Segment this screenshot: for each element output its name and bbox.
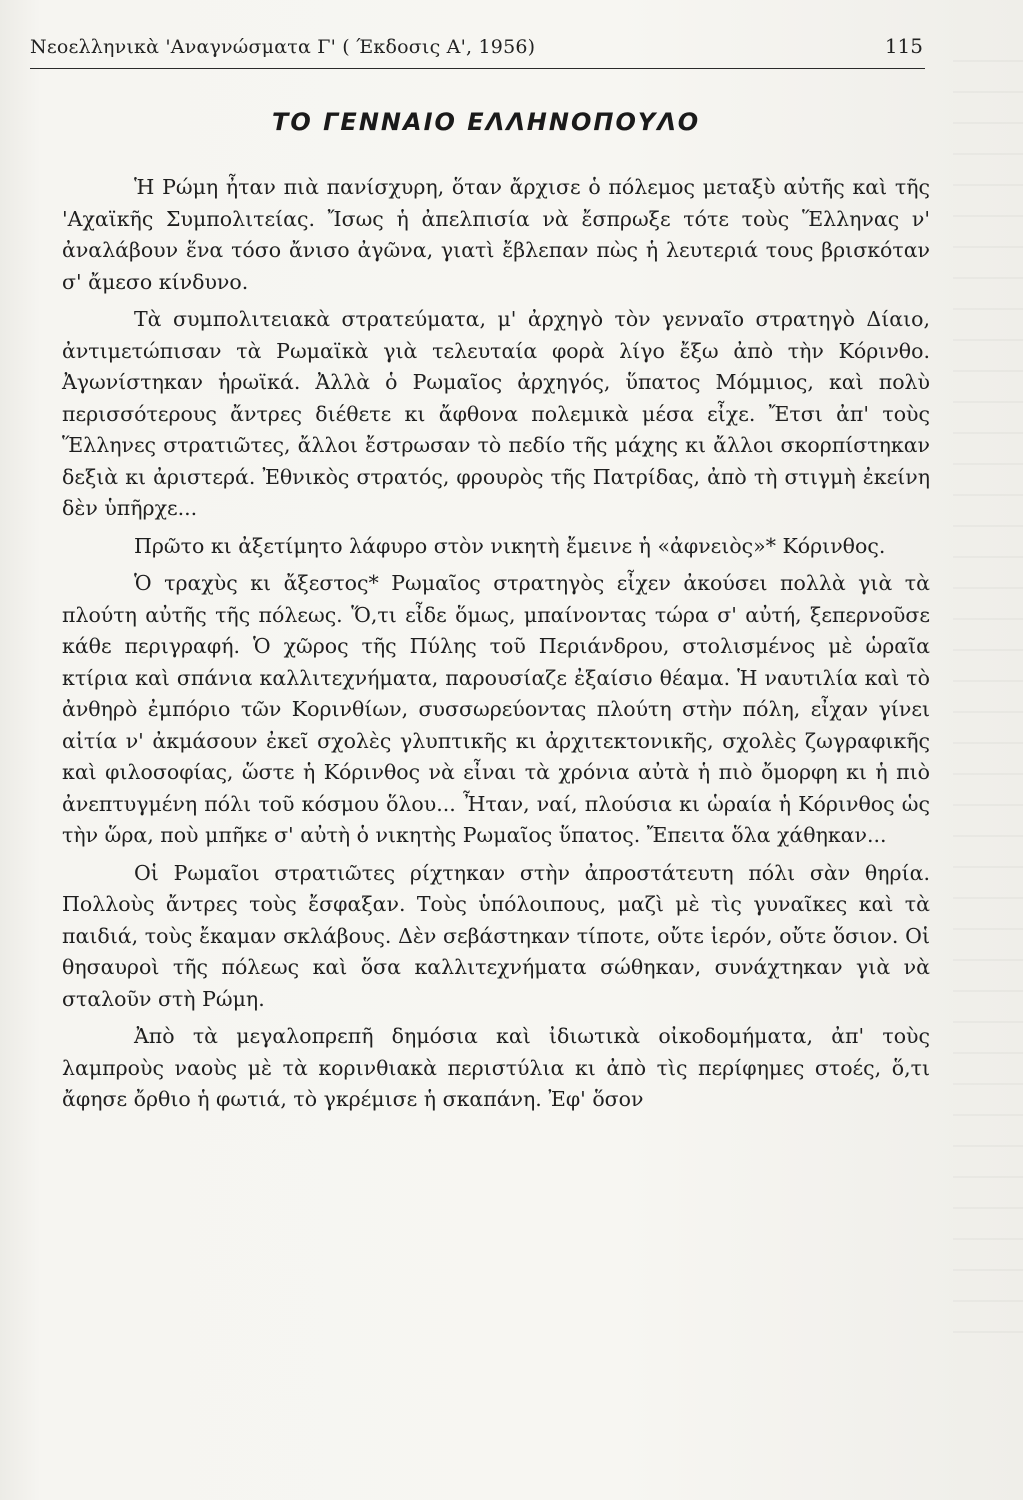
paragraph: Τὰ συμπολιτειακὰ στρατεύματα, μ' ἀρχηγὸ τὸν γενναῖο στρατηγὸ Δίαιο, ἀντιμετώπισαν τὰ Ρωμαϊκὰ γιὰ τελευταία φορὰ λίγο ἔξω ἀπὸ τὴν Κόρινθο. Ἀγωνίστηκαν ἡρωϊκά. Ἀλλὰ ὁ Ρωμαῖος ἀρχηγός, ὕπατος Μόμμιος, καὶ πολὺ περισσότερους ἄντρες διέθετε κι ἄφθονα πολεμικὰ μέσα εἶχε. Ἔτσι ἀπ' τοὺς Ἕλληνες στρατιῶτες, ἄλλοι ἔστρωσαν τὸ πεδίο τῆς μάχης κι ἄλλοι σκορπίστηκαν δεξιὰ κι ἀριστερά. Ἐθνικὸς στρατός, φρουρὸς τῆς Πατρίδας, ἀπὸ τὴ στιγμὴ ἐκείνη δὲν ὑπῆρχε... bbox=[62, 307, 930, 520]
page-title: ΤΟ ΓΕΝΝΑΙΟ ΕΛΛΗΝΟΠΟΥΛΟ bbox=[272, 108, 701, 136]
header-source: Νεοελληνικὰ 'Αναγνώσματα Γ' ( Έκδοσις Α', 1956) bbox=[30, 36, 536, 58]
paragraph: Οἱ Ρωμαῖοι στρατιῶτες ρίχτηκαν στὴν ἀπροστάτευτη πόλι σὰν θηρία. Πολλοὺς ἄντρες τοὺς ἔσφαξαν. Τοὺς ὑπόλοιπους, μαζὶ μὲ τὶς γυναῖκες καὶ τὰ παιδιά, τοὺς ἔκαμαν σκλάβους. Δὲν σεβάστηκαν τίποτε, οὔτε ἱερόν, οὔτε ὅσιον. Οἱ θησαυροὶ τῆς πόλεως καὶ ὅσα καλλιτεχνήματα σώθηκαν, συνάχτηκαν γιὰ νὰ σταλοῦν στὴ Ρώμη. bbox=[62, 860, 930, 1011]
page-number: 115 bbox=[884, 34, 923, 58]
paragraph: Πρῶτο κι ἀξετίμητο λάφυρο στὸν νικητὴ ἔμεινε ἡ «ἀφνειὸς»* Κόρινθος. bbox=[134, 533, 886, 558]
show-through-bleed bbox=[953, 60, 1023, 1340]
body-text bbox=[62, 172, 930, 1116]
paragraph: Ὁ τραχὺς κι ἄξεστος* Ρωμαῖος στρατηγὸς εἶχεν ἀκούσει πολλὰ γιὰ τὰ πλούτη αὐτῆς τῆς πόλεως. Ὅ,τι εἶδε ὅμως, μπαίνοντας τώρα σ' αὐτή, ξεπερνοῦσε κάθε περιγραφή. Ὁ χῶρος τῆς Πύλης τοῦ Περιάνδρου, στολισμένος μὲ ὡραῖα κτίρια καὶ σπάνια καλλιτεχνήματα, παρουσίαζε ἐξαίσιο θέαμα. Ἡ ναυτιλία καὶ τὸ ἀνθηρὸ ἐμπόριο τῶν Κορινθίων, συσσωρεύοντας πλούτη στὴν πόλη, εἶχαν γίνει αἰτία ν' ἀκμάσουν ἐκεῖ σχολὲς γλυπτικῆς κι ἀρχιτεκτονικῆς, σχολὲς ζωγραφικῆς καὶ φιλοσοφίας, ὥστε ἡ Κόρινθος νὰ εἶναι τὰ χρόνια αὐτὰ ἡ πιὸ ὄμορφη κι ἡ πιὸ ἀνεπτυγμένη πόλι τοῦ κόσμου ὅλου... Ἦταν, ναί, πλούσια κι ὡραία ἡ Κόρινθος ὡς τὴν ὥρα, ποὺ μπῆκε σ' αὐτὴ ὁ νικητὴς Ρωμαῖος ὕπατος. Ἔπειτα ὅλα χάθηκαν... bbox=[62, 571, 930, 847]
running-header bbox=[30, 32, 925, 69]
paragraph: Ἡ Ρώμη ἦταν πιὰ πανίσχυρη, ὅταν ἄρχισε ὁ πόλεμος μεταξὺ αὐτῆς καὶ τῆς 'Αχαϊκῆς Συμπολιτείας. Ἴσως ἡ ἀπελπισία νὰ ἔσπρωξε τότε τοὺς Ἕλληνας ν' ἀναλάβουν ἕνα τόσο ἄνισο ἀγῶνα, γιατὶ ἔβλεπαν πὼς ἡ λευτεριά τους βρισκόταν σ' ἄμεσο κίνδυνο. bbox=[62, 175, 930, 294]
paragraph: Ἀπὸ τὰ μεγαλοπρεπῆ δημόσια καὶ ἰδιωτικὰ οἰκοδομήματα, ἀπ' τοὺς λαμπροὺς ναοὺς μὲ τὰ κορινθιακὰ περιστύλια κι ἀπὸ τὶς περίφημες στοές, ὅ,τι ἄφησε ὄρθιο ἡ φωτιά, τὸ γκρέμισε ἡ σκαπάνη. Ἐφ' ὅσον bbox=[62, 1024, 930, 1111]
